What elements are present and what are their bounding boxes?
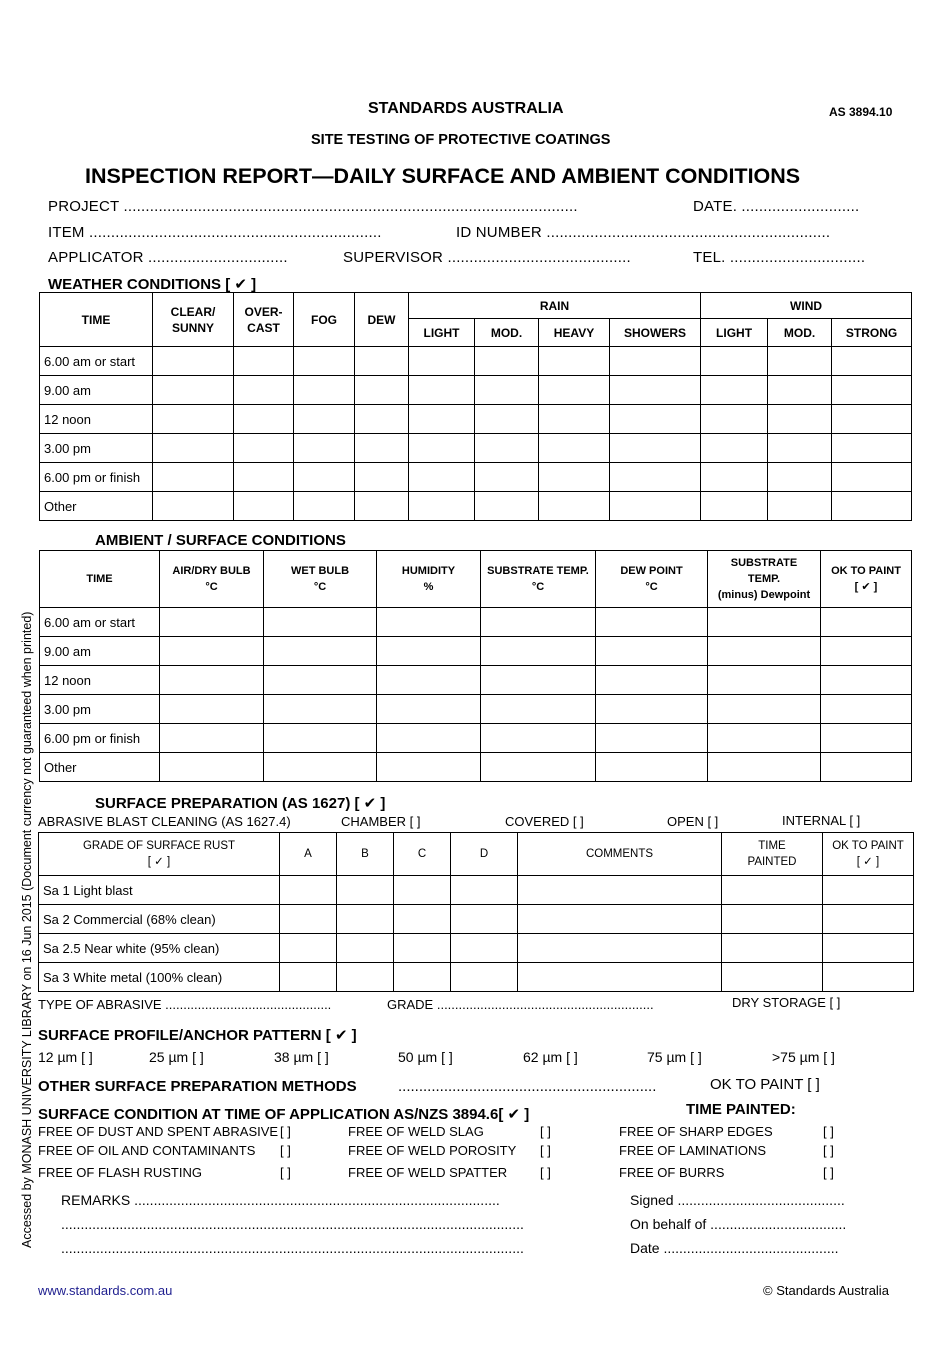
internal-checkbox[interactable]: INTERNAL [ ] [782, 813, 861, 828]
table-cell[interactable] [409, 434, 475, 463]
col-grade-of-rust: GRADE OF SURFACE RUST [ ✓ ] [39, 833, 280, 876]
row-time-label: 6.00 am or start [40, 347, 153, 376]
table-row [40, 463, 912, 492]
col-comments: COMMENTS [518, 833, 722, 876]
table-row [40, 434, 912, 463]
profile-option-50[interactable]: 50 µm [ ] [398, 1049, 453, 1065]
col-rain-mod: MOD. [475, 319, 539, 347]
table-row [40, 405, 912, 434]
table-cell[interactable] [475, 463, 539, 492]
table-cell[interactable] [722, 963, 823, 992]
row-time-label: 12 noon [40, 666, 160, 695]
table-cell[interactable] [768, 405, 832, 434]
table-cell[interactable] [153, 405, 234, 434]
cond-flash-rust-checkbox[interactable]: [ ] [280, 1165, 291, 1180]
table-cell[interactable] [832, 376, 912, 405]
cond-laminations: FREE OF LAMINATIONS [619, 1143, 767, 1158]
surface-prep-heading: SURFACE PREPARATION (AS 1627) [ ✔ ] [95, 795, 386, 812]
table-cell[interactable] [481, 695, 596, 724]
table-row [39, 905, 914, 934]
table-cell[interactable] [821, 608, 912, 637]
profile-option-gt75[interactable]: >75 µm [ ] [772, 1049, 835, 1065]
col-time: TIME [40, 293, 153, 347]
row-time-label: Other [40, 753, 160, 782]
table-cell[interactable] [722, 905, 823, 934]
table-cell[interactable] [294, 463, 355, 492]
remarks-field[interactable]: REMARKS .............................................................................................. [61, 1192, 500, 1208]
col-wind-light: LIGHT [701, 319, 768, 347]
table-cell[interactable] [708, 753, 821, 782]
table-cell[interactable] [451, 876, 518, 905]
table-cell[interactable] [475, 434, 539, 463]
col-wind-strong: STRONG [832, 319, 912, 347]
ambient-col-header: AIR/DRY BULB °C [160, 551, 264, 608]
table-cell[interactable] [701, 434, 768, 463]
table-cell[interactable] [280, 876, 337, 905]
table-cell[interactable] [768, 463, 832, 492]
table-cell[interactable] [294, 492, 355, 521]
table-cell[interactable] [596, 608, 708, 637]
row-grade-label: Sa 1 Light blast [39, 876, 280, 905]
profile-option-25[interactable]: 25 µm [ ] [149, 1049, 204, 1065]
date-field[interactable]: DATE. ........................... [693, 198, 860, 215]
table-cell[interactable] [701, 405, 768, 434]
table-cell[interactable] [160, 666, 264, 695]
col-rain-showers: SHOWERS [610, 319, 701, 347]
table-cell[interactable] [280, 963, 337, 992]
table-cell[interactable] [722, 934, 823, 963]
table-row [40, 376, 912, 405]
col-grade-c: C [394, 833, 451, 876]
weather-table [39, 292, 912, 521]
ambient-col-header: OK TO PAINT [ ✔ ] [821, 551, 912, 608]
remarks-line-3[interactable]: ....................................................................................................................... [61, 1240, 524, 1256]
row-time-label: 3.00 pm [40, 695, 160, 724]
table-cell[interactable] [539, 376, 610, 405]
table-cell[interactable] [264, 724, 377, 753]
table-cell[interactable] [701, 463, 768, 492]
table-cell[interactable] [539, 434, 610, 463]
col-dew: DEW [355, 293, 409, 347]
table-cell[interactable] [409, 405, 475, 434]
row-time-label: 12 noon [40, 405, 153, 434]
table-cell[interactable] [160, 695, 264, 724]
ambient-col-header: HUMIDITY % [377, 551, 481, 608]
table-row [40, 724, 912, 753]
covered-checkbox[interactable]: COVERED [ ] [505, 814, 584, 829]
table-cell[interactable] [394, 876, 451, 905]
table-cell[interactable] [264, 666, 377, 695]
col-rain-heavy: HEAVY [539, 319, 610, 347]
table-cell[interactable] [451, 934, 518, 963]
profile-heading: SURFACE PROFILE/ANCHOR PATTERN [ ✔ ] [38, 1027, 357, 1044]
table-cell[interactable] [160, 608, 264, 637]
profile-option-38[interactable]: 38 µm [ ] [274, 1049, 329, 1065]
cond-sharp-edges: FREE OF SHARP EDGES [619, 1124, 773, 1139]
table-cell[interactable] [409, 347, 475, 376]
table-cell[interactable] [518, 905, 722, 934]
col-rain-light: LIGHT [409, 319, 475, 347]
table-cell[interactable] [821, 637, 912, 666]
ambient-col-header: SUBSTRATE TEMP. °C [481, 551, 596, 608]
col-fog: FOG [294, 293, 355, 347]
table-row [40, 347, 912, 376]
org-name: STANDARDS AUSTRALIA [368, 100, 564, 117]
table-cell[interactable] [821, 666, 912, 695]
time-painted-label: TIME PAINTED: [686, 1101, 796, 1118]
table-cell[interactable] [280, 905, 337, 934]
id-number-field[interactable]: ID NUMBER ................................................................. [456, 224, 831, 241]
table-cell[interactable] [280, 934, 337, 963]
table-cell[interactable] [294, 434, 355, 463]
type-of-abrasive-field[interactable]: TYPE OF ABRASIVE .............................................. [38, 997, 332, 1012]
table-cell[interactable] [596, 724, 708, 753]
table-cell[interactable] [451, 905, 518, 934]
table-cell[interactable] [823, 876, 914, 905]
table-cell[interactable] [708, 724, 821, 753]
cond-dust: FREE OF DUST AND SPENT ABRASIVE [38, 1124, 279, 1139]
table-cell[interactable] [708, 695, 821, 724]
table-cell[interactable] [832, 434, 912, 463]
table-cell[interactable] [832, 405, 912, 434]
row-time-label: 9.00 am [40, 637, 160, 666]
project-field[interactable]: PROJECT ........................................................................................................ [48, 198, 578, 215]
table-row [40, 695, 912, 724]
row-grade-label: Sa 3 White metal (100% clean) [39, 963, 280, 992]
table-cell[interactable] [160, 753, 264, 782]
table-cell[interactable] [234, 376, 294, 405]
row-time-label: Other [40, 492, 153, 521]
row-time-label: 9.00 am [40, 376, 153, 405]
table-cell[interactable] [234, 463, 294, 492]
table-cell[interactable] [355, 376, 409, 405]
cond-weld-spatter: FREE OF WELD SPATTER [348, 1165, 508, 1180]
table-row [40, 753, 912, 782]
table-cell[interactable] [337, 876, 394, 905]
col-ok-to-paint: OK TO PAINT [ ✓ ] [823, 833, 914, 876]
table-cell[interactable] [610, 492, 701, 521]
cond-weld-spatter-checkbox[interactable]: [ ] [540, 1165, 551, 1180]
table-cell[interactable] [355, 492, 409, 521]
chamber-checkbox[interactable]: CHAMBER [ ] [341, 814, 421, 829]
table-cell[interactable] [264, 637, 377, 666]
table-cell[interactable] [708, 608, 821, 637]
table-cell[interactable] [475, 347, 539, 376]
table-cell[interactable] [355, 434, 409, 463]
page-title: INSPECTION REPORT—DAILY SURFACE AND AMBIENT CONDITIONS [85, 164, 801, 188]
col-overcast: OVER- CAST [234, 293, 294, 347]
table-cell[interactable] [377, 608, 481, 637]
item-field[interactable]: ITEM ................................................................... [48, 224, 382, 241]
ambient-heading: AMBIENT / SURFACE CONDITIONS [95, 532, 346, 549]
cond-weld-porosity-checkbox[interactable]: [ ] [540, 1143, 551, 1158]
table-cell[interactable] [337, 934, 394, 963]
cond-oil-checkbox[interactable]: [ ] [280, 1143, 291, 1158]
cond-weld-slag: FREE OF WELD SLAG [348, 1124, 484, 1139]
weather-heading: WEATHER CONDITIONS [ ✔ ] [48, 276, 257, 293]
table-cell[interactable] [596, 753, 708, 782]
table-cell[interactable] [481, 666, 596, 695]
table-cell[interactable] [337, 905, 394, 934]
table-cell[interactable] [475, 492, 539, 521]
row-time-label: 6.00 pm or finish [40, 724, 160, 753]
table-cell[interactable] [451, 963, 518, 992]
website-link[interactable]: www.standards.com.au [38, 1283, 173, 1298]
table-cell[interactable] [610, 434, 701, 463]
table-cell[interactable] [610, 347, 701, 376]
table-cell[interactable] [481, 724, 596, 753]
open-checkbox[interactable]: OPEN [ ] [667, 814, 719, 829]
table-cell[interactable] [355, 347, 409, 376]
table-row [40, 492, 912, 521]
table-cell[interactable] [394, 963, 451, 992]
on-behalf-field[interactable]: On behalf of ................................... [630, 1216, 847, 1232]
table-cell[interactable] [294, 405, 355, 434]
cond-sharp-edges-checkbox[interactable]: [ ] [823, 1124, 834, 1139]
table-cell[interactable] [701, 376, 768, 405]
table-cell[interactable] [518, 934, 722, 963]
table-cell[interactable] [708, 637, 821, 666]
table-cell[interactable] [596, 666, 708, 695]
table-cell[interactable] [821, 695, 912, 724]
cond-burrs: FREE OF BURRS [619, 1165, 725, 1180]
col-group-wind: WIND [701, 293, 912, 319]
table-cell[interactable] [481, 753, 596, 782]
table-cell[interactable] [337, 963, 394, 992]
cond-weld-slag-checkbox[interactable]: [ ] [540, 1124, 551, 1139]
table-cell[interactable] [539, 492, 610, 521]
col-group-rain: RAIN [409, 293, 701, 319]
access-note: Accessed by MONASH UNIVERSITY LIBRARY on 16 Jun 2015 (Document currency not guaranteed when printed) [20, 611, 34, 1248]
ambient-col-header: WET BULB °C [264, 551, 377, 608]
abrasive-blast-label: ABRASIVE BLAST CLEANING (AS 1627.4) [38, 814, 291, 829]
col-grade-b: B [337, 833, 394, 876]
table-cell[interactable] [481, 608, 596, 637]
table-cell[interactable] [234, 492, 294, 521]
table-cell[interactable] [768, 347, 832, 376]
table-row [39, 876, 914, 905]
table-cell[interactable] [409, 492, 475, 521]
table-cell[interactable] [160, 724, 264, 753]
table-cell[interactable] [823, 934, 914, 963]
copyright: © Standards Australia [763, 1283, 889, 1298]
col-grade-d: D [451, 833, 518, 876]
table-cell[interactable] [377, 637, 481, 666]
table-cell[interactable] [394, 934, 451, 963]
cond-flash-rust: FREE OF FLASH RUSTING [38, 1165, 202, 1180]
cond-weld-porosity: FREE OF WELD POROSITY [348, 1143, 517, 1158]
table-cell[interactable] [409, 376, 475, 405]
sign-date-field[interactable]: Date ............................................. [630, 1240, 839, 1256]
grade-field[interactable]: GRADE ............................................................ [387, 997, 654, 1012]
other-ok-to-paint-checkbox[interactable]: OK TO PAINT [ ] [710, 1076, 820, 1093]
cond-burrs-checkbox[interactable]: [ ] [823, 1165, 834, 1180]
table-row [40, 608, 912, 637]
table-row [40, 666, 912, 695]
table-cell[interactable] [475, 405, 539, 434]
table-cell[interactable] [768, 434, 832, 463]
supervisor-field[interactable]: SUPERVISOR .......................................... [343, 249, 631, 266]
table-cell[interactable] [708, 666, 821, 695]
table-cell[interactable] [294, 347, 355, 376]
table-cell[interactable] [823, 963, 914, 992]
table-cell[interactable] [234, 347, 294, 376]
table-cell[interactable] [821, 724, 912, 753]
tel-field[interactable]: TEL. ............................... [693, 249, 866, 266]
row-time-label: 6.00 pm or finish [40, 463, 153, 492]
row-time-label: 3.00 pm [40, 434, 153, 463]
table-cell[interactable] [153, 376, 234, 405]
profile-option-62[interactable]: 62 µm [ ] [523, 1049, 578, 1065]
row-time-label: 6.00 am or start [40, 608, 160, 637]
cond-laminations-checkbox[interactable]: [ ] [823, 1143, 834, 1158]
table-cell[interactable] [821, 753, 912, 782]
table-cell[interactable] [355, 405, 409, 434]
table-cell[interactable] [234, 405, 294, 434]
ambient-col-header: SUBSTRATE TEMP. (minus) Dewpoint [708, 551, 821, 608]
col-time-painted: TIME PAINTED [722, 833, 823, 876]
table-cell[interactable] [701, 347, 768, 376]
table-cell[interactable] [518, 963, 722, 992]
table-cell[interactable] [160, 637, 264, 666]
table-cell[interactable] [264, 695, 377, 724]
table-cell[interactable] [264, 753, 377, 782]
table-row [39, 963, 914, 992]
row-grade-label: Sa 2.5 Near white (95% clean) [39, 934, 280, 963]
table-cell[interactable] [610, 376, 701, 405]
col-clear-sunny: CLEAR/ SUNNY [153, 293, 234, 347]
condition-heading: SURFACE CONDITION AT TIME OF APPLICATION AS/NZS 3894.6[ ✔ ] [38, 1106, 530, 1123]
cond-dust-checkbox[interactable]: [ ] [280, 1124, 291, 1139]
table-cell[interactable] [539, 405, 610, 434]
table-cell[interactable] [294, 376, 355, 405]
table-cell[interactable] [153, 347, 234, 376]
standard-number: AS 3894.10 [829, 105, 893, 119]
table-cell[interactable] [768, 376, 832, 405]
table-cell[interactable] [153, 463, 234, 492]
table-cell[interactable] [264, 608, 377, 637]
col-wind-mod: MOD. [768, 319, 832, 347]
profile-option-12[interactable]: 12 µm [ ] [38, 1049, 93, 1065]
table-cell[interactable] [355, 463, 409, 492]
table-cell[interactable] [823, 905, 914, 934]
table-cell[interactable] [610, 405, 701, 434]
table-cell[interactable] [768, 492, 832, 521]
table-cell[interactable] [234, 434, 294, 463]
applicator-field[interactable]: APPLICATOR ................................ [48, 249, 288, 266]
other-methods-heading: OTHER SURFACE PREPARATION METHODS [38, 1078, 357, 1095]
table-cell[interactable] [701, 492, 768, 521]
signed-field[interactable]: Signed ........................................... [630, 1192, 845, 1208]
table-cell[interactable] [409, 463, 475, 492]
profile-option-75[interactable]: 75 µm [ ] [647, 1049, 702, 1065]
table-cell[interactable] [394, 905, 451, 934]
table-cell[interactable] [539, 463, 610, 492]
table-cell[interactable] [153, 492, 234, 521]
table-cell[interactable] [596, 695, 708, 724]
table-cell[interactable] [377, 666, 481, 695]
ambient-table [39, 550, 912, 782]
dry-storage-checkbox[interactable]: DRY STORAGE [ ] [732, 995, 841, 1010]
table-cell[interactable] [481, 637, 596, 666]
table-cell[interactable] [377, 724, 481, 753]
table-cell[interactable] [722, 876, 823, 905]
remarks-line-2[interactable]: ....................................................................................................................... [61, 1216, 524, 1232]
ambient-col-header: DEW POINT °C [596, 551, 708, 608]
table-cell[interactable] [539, 347, 610, 376]
row-grade-label: Sa 2 Commercial (68% clean) [39, 905, 280, 934]
subtitle: SITE TESTING OF PROTECTIVE COATINGS [311, 132, 611, 148]
surface-prep-table [38, 832, 914, 992]
table-cell[interactable] [518, 876, 722, 905]
table-cell[interactable] [610, 463, 701, 492]
table-cell[interactable] [832, 347, 912, 376]
table-cell[interactable] [377, 695, 481, 724]
ambient-col-header: TIME [40, 551, 160, 608]
table-cell[interactable] [475, 376, 539, 405]
table-row [40, 637, 912, 666]
table-cell[interactable] [377, 753, 481, 782]
table-cell[interactable] [832, 463, 912, 492]
table-cell[interactable] [832, 492, 912, 521]
col-grade-a: A [280, 833, 337, 876]
other-methods-field[interactable]: .............................................................. [398, 1078, 657, 1095]
table-row [39, 934, 914, 963]
table-cell[interactable] [596, 637, 708, 666]
table-cell[interactable] [153, 434, 234, 463]
cond-oil: FREE OF OIL AND CONTAMINANTS [38, 1143, 256, 1158]
